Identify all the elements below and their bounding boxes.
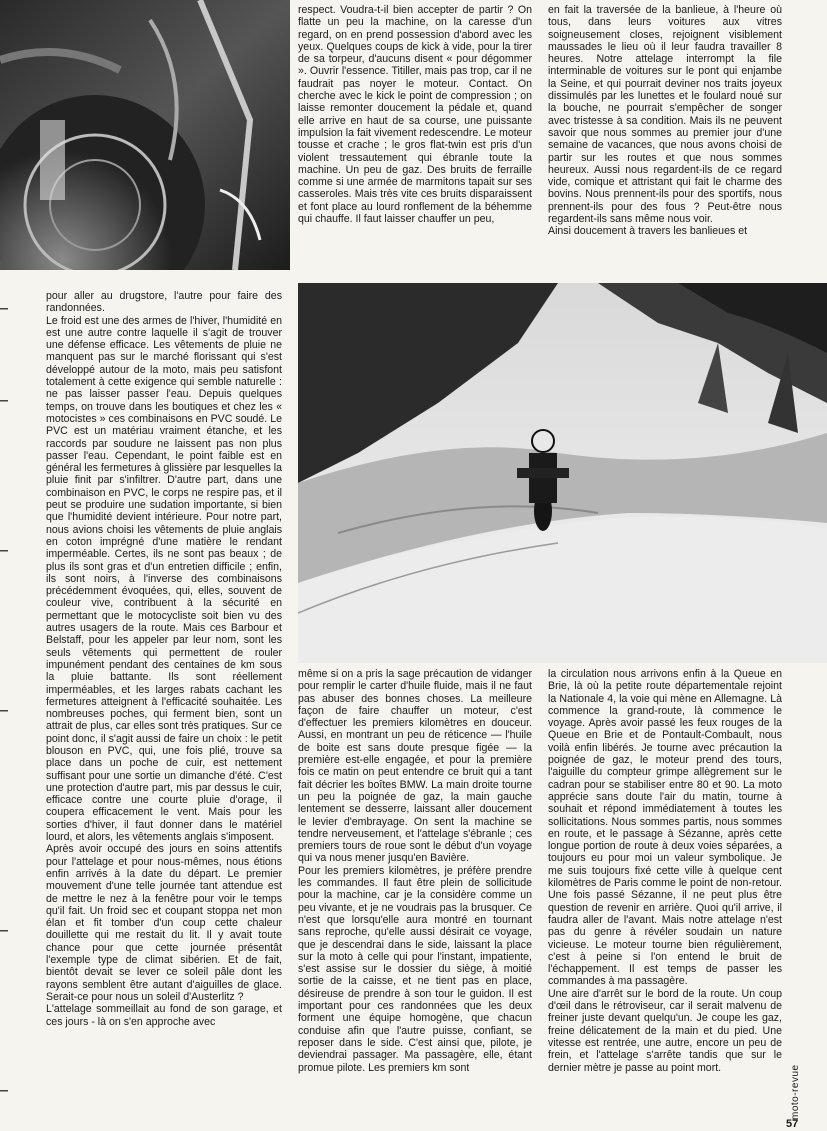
magazine-name: moto-revue (790, 1064, 801, 1120)
engine-photo (0, 0, 290, 270)
paragraph: Le froid est une des armes de l'hiver, l'humidité en est une autre contre laquelle il s'agit de trouver une défense efficace. Les vêtements de pluie ne manquent pas sur le marché florissant qui s'est développé autour de la moto, mais peu satisfont totalement à cette exigence qui semble naturelle : ne pas laisser passer l'eau. Depuis quelques temps, on trouve dans les boutiques et chez les « motocistes » ces combinaisons en PVC soudé. Le PVC est un matériau vraiment étanche, et les raccords par soudure ne laissent pas non plus passer l'eau. Cependant, le point faible est en général les fermetures à glissière par lesquelles la pluie finit par s'infiltrer. D'autre part, dans une combinaison en PVC, le corps ne respire pas, et il peut se produire une sudation importante, si bien que l'humidité devient intérieure. Pour notre part, nous avions choisi les vêtements de pluie anglais en coton imprégné d'une matière le rendant imperméable. Certes, ils ne sont pas beaux ; de plus ils sont gras et d'un entretien difficile ; enfin, ils sont noirs, à l'inverse des combinaisons précédemment évoquées, qui, elles, souvent de couleur vive, contribuent à la sécurité en permettant que le motocycliste soit bien vu des autres usagers de la route. Mais ces Barbour et Belstaff, pour les appeler par leur nom, sont les seuls vêtements qui permettent de rouler impunément pendant des centaines de km sous la pluie battante. Ils sont réellement imperméables, et les larges rabats cachant les fermetures atteignent à l'efficacité souhaitée. Les nombreuses poches, qui ferment bien, sont un attrait de plus, car elles sont très pratiques. Sur ce point donc, il s'agit aussi de faire un choix : le petit blouson en PVC, qui, une fois plié, trouve sa place dans un poche de cuir, est nettement suffisant pour une sortie un dimanche d'été. C'est une protection d'autre part, mis par dessus le cuir, efficace contre une courte pluie d'orage, il coupera efficacement le vent. Mais pour les sorties d'hiver, il faut donner dans le matériel lourd, et alors, les vêtements anglais s'imposent. (46, 314, 282, 844)
paragraph: Une aire d'arrêt sur le bord de la route. Un coup d'œil dans le rétroviseur, car il serait malvenu de freiner juste devant quelqu'un. Je coupe les gaz, freine délicatement de la main et du pied. Une vitesse est rentrée, une autre, encore un peu de frein, et l'attelage s'arrête tandis que sur le dernier mètre je passe au point mort. (548, 987, 782, 1074)
snow-road-motorcycle-photo (298, 283, 827, 663)
paragraph: Après avoir occupé des jours en soins attentifs pour l'attelage et pour nous-mêmes, nous étions enfin arrivés à la date du départ. Le premier mouvement d'une telle journée tant attendue est de mettre le nez à la fenêtre pour voir le temps qu'il fait. Un froid sec et coupant stoppa net mon élan et fit tomber d'un coup cette chaleur douillette qui me restait du lit. Il y avait toute chance pour que cette journée présentât l'exemple type de climat sibérien. Et de fait, bientôt devait se lever ce soleil pâle dont les rayons semblent être autant d'aiguilles de glace. Serait-ce pour nous un soleil d'Austerlitz ? (46, 843, 282, 1003)
left-margin-crop-marks (0, 290, 14, 1130)
paragraph: pour aller au drugstore, l'autre pour faire des randonnées. (46, 290, 282, 315)
paragraph: Ainsi doucement à travers les banlieues et (548, 225, 748, 238)
article-column-bottom-center (298, 668, 532, 1128)
paragraph: en fait la traversée de la banlieue, à l'heure où tous, dans leurs voitures aux vitres soigneusement closes, rejoignent visiblement maussades le lieu où il leur faudra travailler 8 heures. Notre attelage interrompt la file interminable de voitures sur le pont qui enjambe la Seine, et qui pourrait deviner nos traits joyeux dissimulés par les lunettes et le foulard noué sur la bouche, ne pourrait s'empêcher de songer avec tristesse à sa condition. Mais ils ne peuvent savoir que nous sommes au premier jour d'une semaine de vacances, que nous avons choisi de partir sur les routes et que nous sommes heureux. Aussi nous regardent-ils de ce regard vide, comique et attristant qui fait le charme des bovins. Nous prennent-ils pour des sportifs, nous prennent-ils pour des fous ? Peut-être nous regardent-ils sans même nous voir. (548, 4, 782, 226)
paragraph: L'attelage sommeillait au fond de son garage, et ces jours - là on s'en approche avec (46, 1003, 282, 1028)
paragraph: même si on a pris la sage précaution de vidanger pour remplir le carter d'huile fluide, mais il ne faut pas abuser des bonnes choses. La meilleure façon de faire chauffer un moteur, c'est d'effectuer les premiers kilomètres en douceur. Aussi, en montrant un peu de réticence — l'huile de boite est sans doute presque figée — la première est-elle engagée, et pour la première fois ce matin on peut entendre ce bruit qui a tant fait décrier les boîtes BMW. La main droite tourne un peu la poignée de gaz, la main gauche lentement se desserre, laissant aller doucement le levier d'embrayage. On sent la machine se tendre nerveusement, et l'attelage s'ébranle ; ces premiers tours de roue sont le début d'un voyage qui va nous mener jusqu'en Bavière. (298, 668, 532, 865)
article-column-top-center (298, 4, 532, 274)
paragraph: la circulation nous arrivons enfin à la Queue en Brie, là où la petite route départementale rejoint la Nationale 4, la voie qui mène en Allemagne. Là commence la grand-route, là commence le voyage. Après avoir passé les feux rouges de la Queue en Brie et de Pontault-Combault, nous voilà enfin libérés. Je tourne avec précaution la poignée de gaz, le moteur prend des tours, l'aiguille du compteur grimpe allègrement sur le cadran pour se stabiliser entre 80 et 90. La moto apprécie sans doute l'air du matin, tourne à souhait et répond immédiatement à toutes les sollicitations. Nous sommes partis, nous sommes en route, et le passage à Sézanne, après cette longue portion de route à deux voies séparées, a toujours eu pour moi un valeur symbolique. Je me suis toujours fixé cette ville à quelque cent kilomètres de Paris comme le point de non-retour. Une fois passé Sézanne, il ne peut plus être question de revenir en arrière. Quoi qu'il arrive, il faudra aller de l'avant. Mais notre attelage n'est pas du genre à révéler soudain un nature vicieuse. Le moteur tourne bien régulièrement, c'est à peine si l'on entend le bruit de l'échappement. Il est temps de passer les commandes à ma passagère. (548, 668, 782, 988)
article-column-top-right (548, 4, 782, 274)
article-column-bottom-right (548, 668, 782, 1128)
paragraph: Pour les premiers kilomètres, je préfère prendre les commandes. Il faut être plein de sollicitude pour la machine, car je la considère comme un peu vivante, et je ne voudrais pas la brusquer. Ce n'est que lorsqu'elle aura montré en tournant sans reproche, qu'elle aussi désirait ce voyage, que je descendrai dans le side, laissant la place sur la moto à celle qui pour l'instant, impatiente, s'est assise sur le dossier du siège, à moitié sortie de la caisse, et ne tient pas en place, désireuse de prendre à son tour le guidon. Il est important pour ces randonnées que les deux forment une équipe homogène, que chacun conduise afin que l'autre puisse, confiant, se reposer dans le side. C'est ainsi que, pilote, je deviendrai passager. Ma passagère, elle, étant promue pilote. Les premiers km sont (298, 864, 532, 1074)
paragraph: respect. Voudra-t-il bien accepter de partir ? On flatte un peu la machine, on la caresse d'un regard, on en prend possession d'abord avec les yeux. Quelques coups de kick à vide, pour la tirer de sa torpeur, d'aucuns disent « pour dégommer ». Ouvrir l'essence. Titiller, mais pas trop, car il ne faudrait pas noyer le moteur. Contact. On cherche avec le kick le point de compression ; on laisse remonter doucement la pédale et, quand elle arrive en haut de sa course, une puissante impulsion la fait vivement redescendre. Le moteur tousse et crache ; le gros flat-twin est pris d'un violent tressautement qui ébranle toute la machine. Un peu de gaz. Des bruits de ferraille comme si une armée de marmitons tapait sur ses casseroles. Mais très vite ces bruits disparaissent et font place au lourd ronflement de la béhemme qui chauffe. Il faut laisser chauffer un peu, (298, 4, 532, 226)
article-column-left (46, 290, 282, 1128)
page-number: 57 (786, 1118, 799, 1130)
